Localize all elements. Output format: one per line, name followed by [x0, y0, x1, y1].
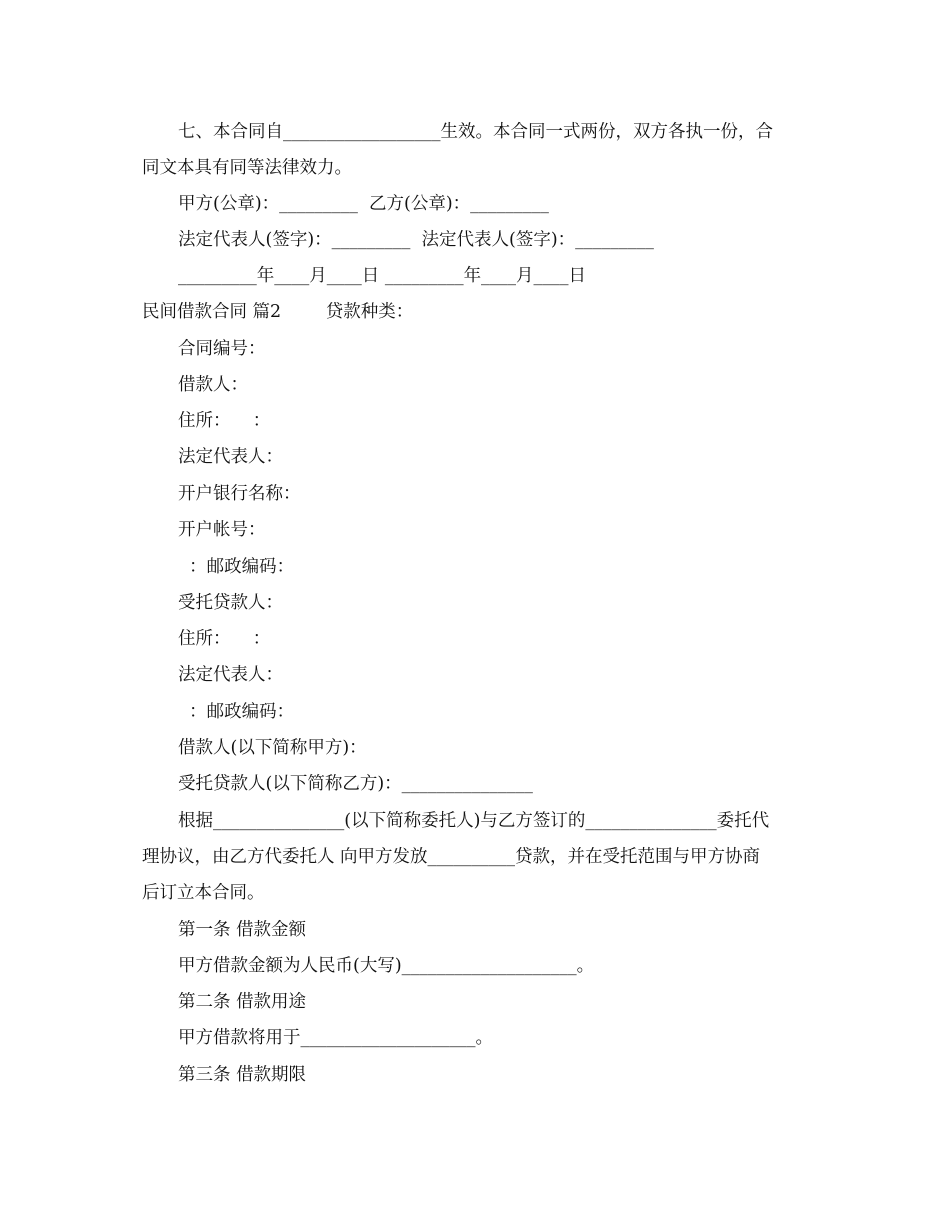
borrower-field: 借款人： — [178, 375, 248, 395]
party-a-definition: 借款人(以下简称甲方)： — [178, 738, 367, 758]
article-2-title: 第二条 借款用途 — [178, 992, 307, 1012]
representative-signature-line: 法定代表人(签字)：_________ 法定代表人(签字)：_________ — [178, 230, 654, 250]
clause-7-line-1: 七、本合同自__________________生效。本合同一式两份，双方各执一份，合 — [178, 122, 773, 142]
article-1-title: 第一条 借款金额 — [178, 920, 307, 940]
borrower-legal-rep-field: 法定代表人： — [178, 447, 283, 467]
lender-address-field: 住所： ： — [178, 629, 271, 649]
bank-name-field: 开户银行名称： — [178, 484, 301, 504]
entrusted-lender-field: 受托贷款人： — [178, 593, 283, 613]
basis-paragraph-line-1: 根据_______________(以下简称委托人)与乙方签订的_______________委托代 — [178, 811, 770, 831]
clause-7-line-2: 同文本具有同等法律效力。 — [142, 158, 352, 178]
lender-legal-rep-field: 法定代表人： — [178, 665, 283, 685]
party-b-definition: 受托贷款人(以下简称乙方)：_______________ — [178, 774, 533, 794]
section-heading: 民间借款合同 篇2 贷款种类： — [142, 302, 414, 322]
article-2-body: 甲方借款将用于____________________。 — [178, 1028, 493, 1048]
seal-signature-line: 甲方(公章)：_________ 乙方(公章)：_________ — [178, 194, 549, 214]
account-number-field: 开户帐号： — [178, 520, 266, 540]
contract-number-field: 合同编号： — [178, 339, 266, 359]
article-3-title: 第三条 借款期限 — [178, 1065, 307, 1085]
article-1-body: 甲方借款金额为人民币(大写)____________________。 — [178, 956, 595, 976]
borrower-address-field: 住所： ： — [178, 411, 271, 431]
basis-paragraph-line-3: 后订立本合同。 — [142, 883, 265, 903]
lender-postcode-field: ：邮政编码： — [178, 702, 295, 722]
borrower-postcode-field: ：邮政编码： — [178, 557, 295, 577]
date-line: _________年____月____日 _________年____月____日 — [178, 266, 587, 286]
basis-paragraph-line-2: 理协议，由乙方代委托人 向甲方发放__________贷款，并在受托范围与甲方协商 — [142, 847, 761, 867]
